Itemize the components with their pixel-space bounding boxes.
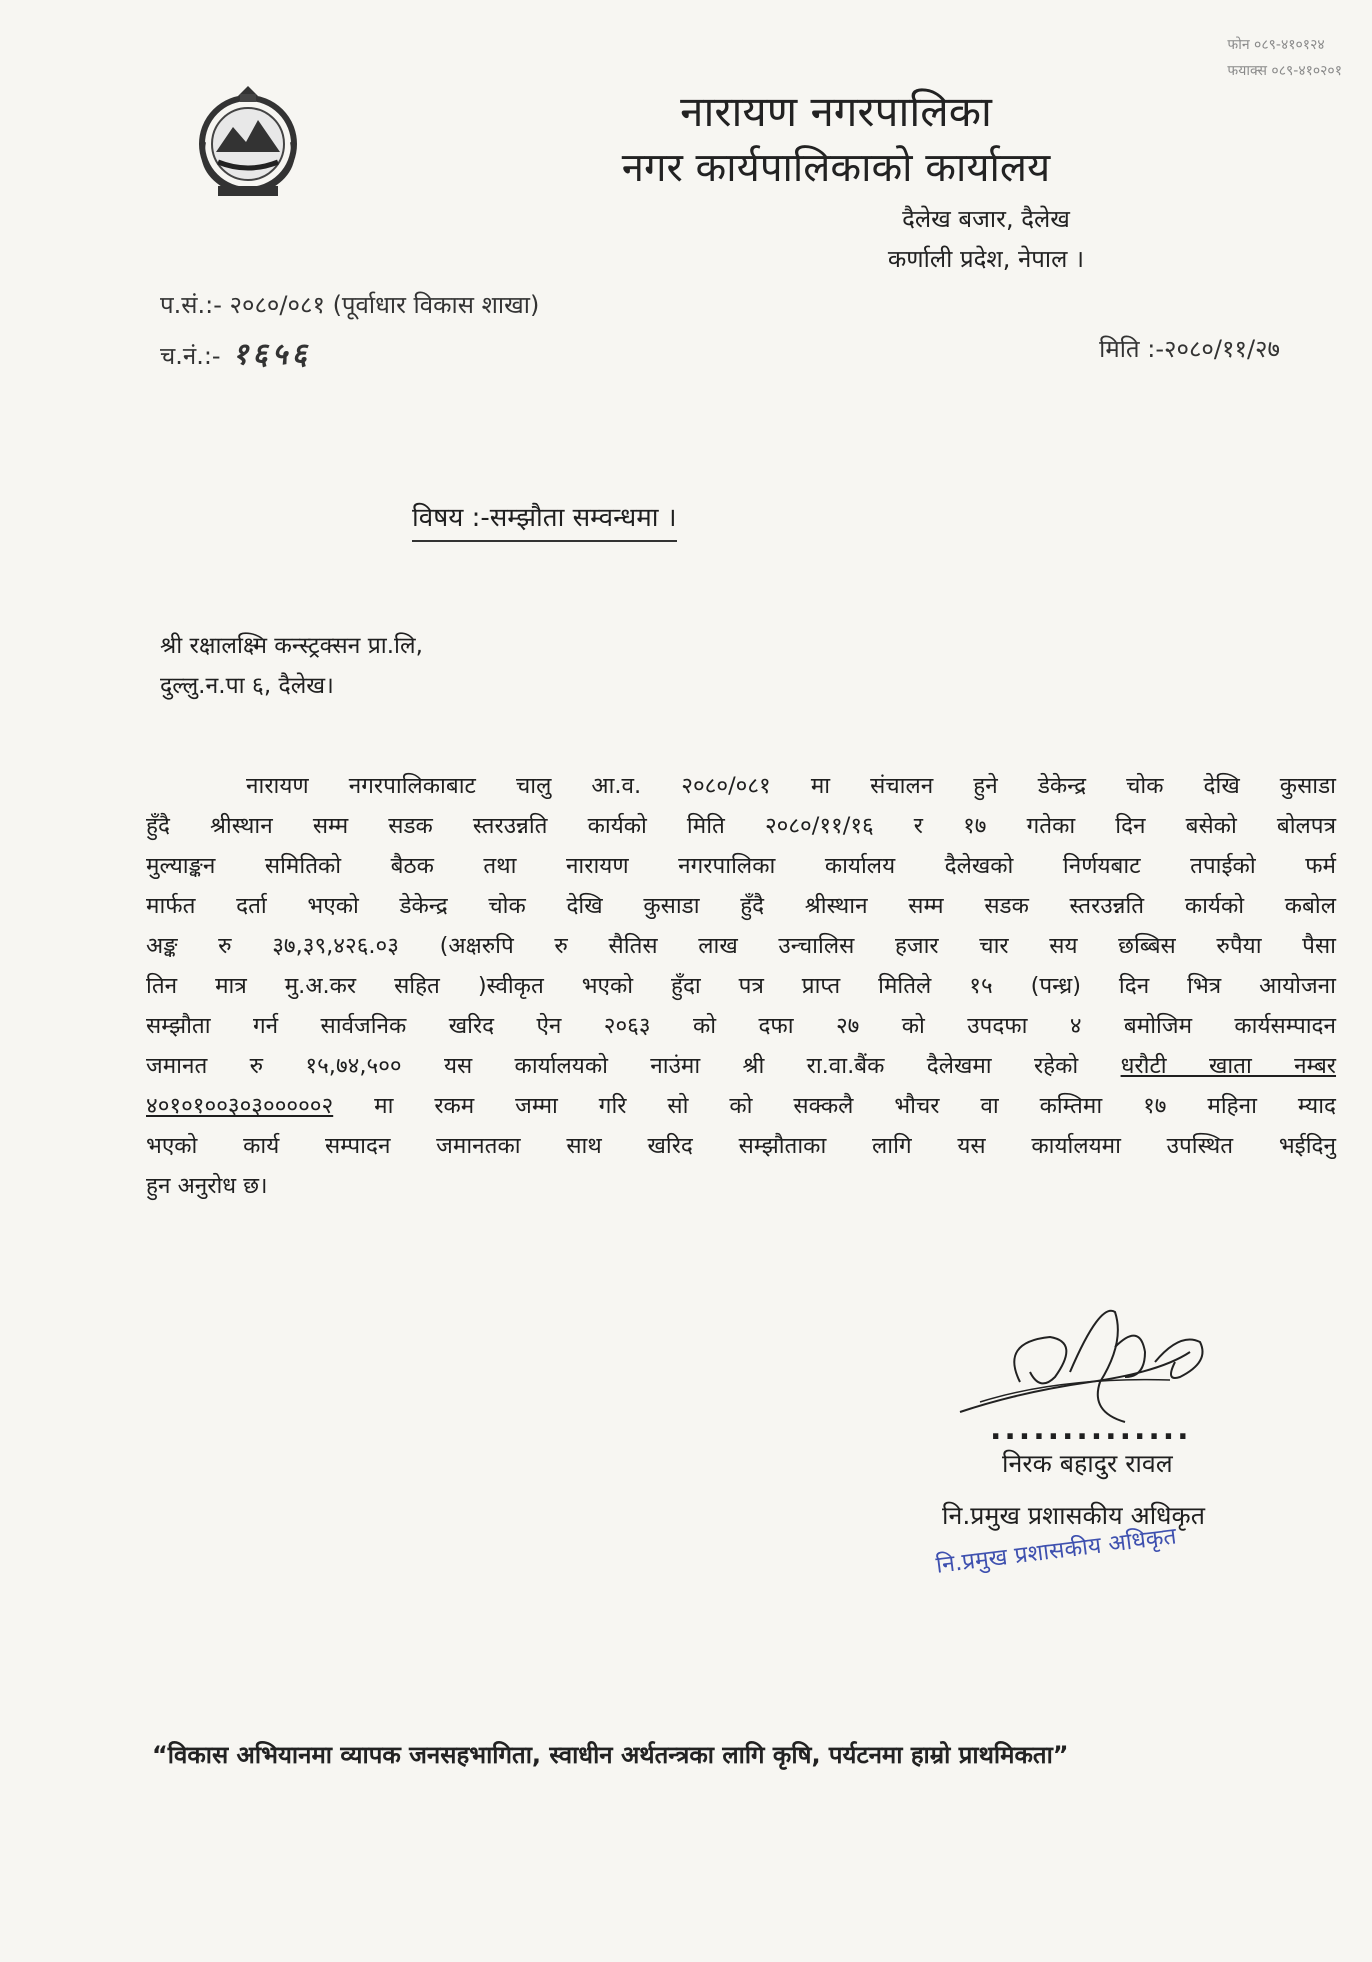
- body-line: मुल्याङ्कन समितिको बैठक तथा नारायण नगरपालिका कार्यालय दैलेखको निर्णयबाट तपाईको फर्म: [146, 853, 1336, 879]
- signatory-name: निरक बहादुर रावल: [1002, 1449, 1173, 1478]
- body-line: भएको कार्य सम्पादन जमानतका साथ खरिद सम्झौताका लागि यस कार्यालयमा उपस्थित भईदिनु: [146, 1133, 1336, 1159]
- body-line: मार्फत दर्ता भएको डेकेन्द्र चोक देखि कुसाडा हुँदै श्रीस्थान सम्म सडक स्तरउन्नति कार्यको कबोल: [146, 893, 1336, 919]
- fax-number: फयाक्स ०८९-४१०२०१: [1227, 63, 1342, 79]
- deposit-account-label: धरौटी खाता नम्बर: [1120, 1053, 1337, 1079]
- office-province: कर्णाली प्रदेश, नेपाल ।: [887, 245, 1085, 273]
- body-line: हुन अनुरोध छ।: [146, 1173, 268, 1199]
- body-line: सम्झौता गर्न सार्वजनिक खरिद ऐन २०६३ को दफा २७ को उपदफा ४ बमोजिम कार्यसम्पादन: [146, 1013, 1336, 1039]
- official-stamp: नि.प्रमुख प्रशासकीय अधिकृत: [934, 1523, 1178, 1579]
- body-text: मा रकम जम्मा गरि सो को सक्कलै भौचर वा कम्तिमा १७ महिना म्याद: [374, 1093, 1336, 1119]
- body-line: [146, 1046, 1336, 1086]
- signatory-title: नि.प्रमुख प्रशासकीय अधिकृत: [942, 1501, 1205, 1530]
- letter-date: मिति :-२०८०/११/२७: [1099, 335, 1280, 363]
- office-name: नगर कार्यपालिकाको कार्यालय: [621, 145, 1051, 191]
- phone-number: फोन ०८९-४१०१२४: [1227, 37, 1325, 53]
- body-line: [146, 1086, 1336, 1126]
- cn-label: च.नं.:-: [160, 342, 221, 370]
- body-line: नारायण नगरपालिकाबाट चालु आ.व. २०८०/०८१ मा संचालन हुने डेकेन्द्र चोक देखि कुसाडा: [246, 773, 1336, 799]
- addressee-address: दुल्लु.न.पा ६, दैलेख।: [160, 673, 334, 699]
- footer-motto: “विकास अभियानमा व्यापक जनसहभागिता, स्वाधीन अर्थतन्त्रका लागि कृषि, पर्यटनमा हाम्रो प्राथमिकता”: [152, 1741, 1069, 1769]
- reference-cn: [160, 332, 311, 373]
- addressee-name: श्री रक्षालक्ष्मि कन्स्ट्रक्सन प्रा.लि,: [160, 633, 423, 659]
- contact-info: [1227, 32, 1342, 84]
- body-line: हुँदै श्रीस्थान सम्म सडक स्तरउन्नति कार्यको मिति २०८०/११/१६ र १७ गतेका दिन बसेको बोलपत्र: [146, 813, 1336, 839]
- body-line: अङ्क रु ३७,३९,४२६.०३ (अक्षरुपि रु सैतिस लाख उन्चालिस हजार चार सय छब्बिस रुपैया पैसा: [146, 933, 1336, 959]
- deposit-account-number: ४०१०१००३०३०००००२: [146, 1093, 334, 1119]
- municipality-name: नारायण नगरपालिका: [680, 87, 992, 136]
- reference-ps: प.सं.:- २०८०/०८१ (पूर्वाधार विकास शाखा): [160, 291, 540, 319]
- signature-dots: ..............: [990, 1412, 1192, 1447]
- body-line: तिन मात्र मु.अ.कर सहित )स्वीकृत भएको हुँदा पत्र प्राप्त मितिले १५ (पन्ध्र) दिन भित्र आयोजना: [146, 973, 1336, 999]
- letter-subject: विषय :-सम्झौता सम्वन्धमा ।: [412, 498, 677, 542]
- cn-value: १६५६: [232, 337, 311, 372]
- body-text: जमानत रु १५,७४,५०० यस कार्यालयको नाउंमा श्री रा.वा.बैंक दैलेखमा रहेको: [146, 1053, 1079, 1079]
- letter-body: [146, 766, 1336, 1206]
- signature-image: [940, 1282, 1240, 1432]
- office-location: दैलेख बजार, दैलेख: [902, 205, 1070, 233]
